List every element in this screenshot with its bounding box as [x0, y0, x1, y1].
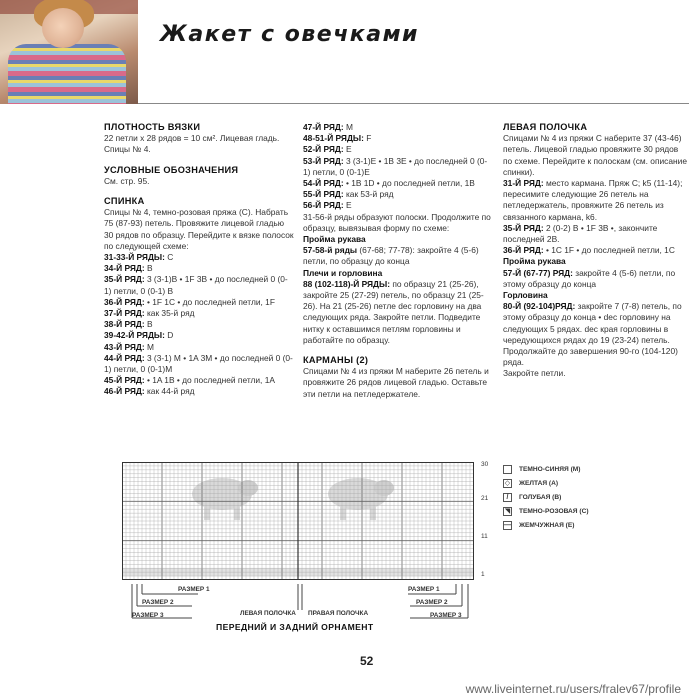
back-rows: [104, 252, 294, 398]
row-instruction: 34-Й РЯД: B: [104, 263, 153, 274]
row-instruction: 36-Й РЯД: • 1C 1F • до последней петли, 1C: [503, 245, 675, 256]
symbols-text: См. стр. 95.: [104, 175, 150, 186]
size-label: РАЗМЕР 1: [178, 586, 210, 593]
row-instruction: 35-Й РЯД: 2 (0-2) B • 1F 3B •, закончите последней 2B.: [503, 222, 658, 245]
legend-item: [503, 490, 589, 504]
watermark-url: www.liveinternet.ru/users/fralev67/profile: [465, 682, 681, 696]
back-text: Спицы № 4, темно-розовая пряжа (С). Набрать 75 (87-93) петель. Провяжите лицевой гладью 30 рядов по образцу. Перейдите к вязке полосок по следующей схеме:: [104, 207, 294, 251]
page-number: 52: [360, 654, 374, 668]
symbols-heading: УСЛОВНЫЕ ОБОЗНАЧЕНИЯ: [104, 164, 239, 175]
left-front-heading: ЛЕВАЯ ПОЛОЧКА: [503, 122, 588, 132]
knitting-chart: [122, 462, 474, 580]
left-front-intro: Спицами № 4 из пряжи С наберите 37 (43-46) петель. Лицевой гладью провяжите 30 рядов по схеме. Перейдите к полоскам (см. описание спинки).: [503, 133, 687, 177]
row-instruction: 38-Й РЯД: B: [104, 319, 153, 330]
closing-text: Закройте петли.: [503, 368, 566, 379]
page-title: Жакет с овечками: [160, 22, 419, 47]
stripes-note: 31-56-й ряды образуют полоски. Продолжите по образцу, вывязывая форму по схеме:: [303, 211, 491, 233]
legend-label: ЖЕМЧУЖНАЯ (E): [519, 522, 575, 530]
size-label: РАЗМЕР 2: [416, 599, 448, 606]
y-tick-label: 1: [481, 571, 485, 578]
size-markers: [120, 584, 480, 626]
photo-face: [42, 8, 84, 48]
row-instruction: 44-Й РЯД: 3 (3-1) M • 1A 3M • до последней 0 (0-1) петли, 0 (0-1)M: [104, 352, 293, 375]
back-heading: СПИНКА: [104, 196, 145, 207]
legend-swatch-icon: —: [504, 522, 511, 530]
armhole-heading: Пройма рукава: [503, 256, 566, 267]
legend-item: [503, 462, 589, 476]
armhole-instruction: 57-Й (67-77) РЯД: закройте 4 (5-6) петли, по этому образцу до конца: [503, 267, 676, 289]
row-instruction: 47-Й РЯД: M: [303, 122, 353, 132]
pockets-heading: КАРМАНЫ (2): [303, 355, 369, 366]
chart-grid: [122, 462, 474, 580]
shoulders-instruction: 88 (102-118)-Й РЯДЫ: по образцу 21 (25-26), закройте 25 (27-29) петель, по образцу 21 (25-26). На 21 (25-26) петле dec горловину на два следующих ряда. Закройте петли. Подведите нитку к оставшимся петлям горловины и работайте по образцу.: [303, 278, 484, 345]
legend-label: ГОЛУБАЯ (B): [519, 493, 562, 501]
legend-swatch-icon: ◇: [504, 479, 511, 487]
legend-item: [503, 476, 589, 490]
legend-swatch-icon: ◥: [504, 508, 511, 516]
row-instruction: 31-Й РЯД: место кармана. Пряж С; k5 (11-14); пересимите следующие 26 петель на петледержатель, провяжите 26 петель из связанного кармана, k6.: [503, 178, 683, 222]
row-instruction: 53-Й РЯД: 3 (3-1)E • 1B 3E • до последней 0 (0-1) петли, 0 (0-1)E: [303, 155, 488, 177]
gauge-heading: ПЛОТНОСТЬ ВЯЗКИ: [104, 122, 201, 132]
row-instruction: 48-51-Й РЯДЫ: F: [303, 133, 372, 144]
row-instruction: 43-Й РЯД: M: [104, 341, 154, 352]
row-instruction: 52-Й РЯД: E: [303, 144, 352, 155]
row-instruction: 56-Й РЯД: E: [303, 200, 352, 211]
row-instruction: 37-Й РЯД: как 35-й ряд: [104, 308, 195, 319]
row-instruction: 45-Й РЯД: • 1A 1B • до последней петли, 1A: [104, 375, 275, 386]
legend-label: ТЕМНО-СИНЯЯ (M): [519, 465, 581, 473]
legend-swatch-icon: /: [503, 493, 512, 502]
row-instruction: 54-Й РЯД: • 1B 1D • до последней петли, 1B: [303, 178, 475, 189]
y-tick-label: 30: [481, 461, 489, 468]
legend-label: ТЕМНО-РОЗОВАЯ (C): [519, 508, 589, 516]
size-label: РАЗМЕР 2: [142, 599, 174, 606]
column-middle: [303, 122, 493, 400]
shoulders-heading: Плечи и горловина: [303, 267, 383, 278]
size-label: РАЗМЕР 3: [132, 612, 164, 619]
row-instruction: 36-Й РЯД: • 1F 1C • до последней петли, 1F: [104, 296, 275, 307]
column-right: [503, 122, 687, 380]
y-tick-label: 21: [481, 495, 489, 502]
legend-item: [503, 519, 589, 533]
size-label: РАЗМЕР 3: [430, 612, 462, 619]
size-label: РАЗМЕР 1: [408, 586, 440, 593]
size-label: ПРАВАЯ ПОЛОЧКА: [308, 610, 369, 617]
armhole-heading: Пройма рукава: [303, 234, 366, 245]
pockets-text: Спицами № 4 из пряжи M наберите 26 петель и провяжите 26 рядов лицевой гладью. Оставьте эти петли на петледержателе.: [303, 366, 489, 399]
legend-label: ЖЕЛТАЯ (A): [519, 479, 559, 487]
chart-caption: ПЕРЕДНИЙ И ЗАДНИЙ ОРНАМЕНТ: [216, 622, 374, 632]
armhole-instruction: 57-58-й ряды (67-68; 77-78): закройте 4 (5-6) петли, по образцу до конца: [303, 245, 479, 267]
chart-legend: [503, 462, 589, 533]
size-label: ЛЕВАЯ ПОЛОЧКА: [240, 610, 296, 617]
row-instruction: 46-Й РЯД: как 44-й ряд: [104, 386, 195, 397]
row-instruction: 31-33-Й РЯДЫ: C: [104, 252, 174, 263]
photo-sweater: [8, 44, 126, 104]
header-divider: [138, 103, 689, 104]
row-instruction: 35-Й РЯД: 3 (3-1)B • 1F 3B • до последней 0 (0-1) петли, 0 (0-1) B: [104, 274, 288, 296]
neck-instruction: 80-Й (92-104)РЯД: закройте 7 (7-8) петель, по этому образцу до конца • dec горловину на следующих 5 рядах. dec края горловины в чередующихся рядах до 19 (23-24) петель. Продолжайте до завершения 90-го (104-120) ряда.: [503, 301, 682, 368]
row-instruction: 55-Й РЯД: как 53-й ряд: [303, 189, 394, 200]
column-left: [104, 122, 294, 398]
child-photo: [0, 0, 138, 104]
legend-swatch-icon: [503, 465, 512, 474]
y-tick-label: 11: [481, 533, 488, 540]
legend-item: [503, 505, 589, 519]
row-instruction: 39-42-Й РЯДЫ: D: [104, 330, 174, 341]
neck-heading: Горловина: [503, 290, 548, 301]
gauge-text: 22 петли х 28 рядов = 10 см². Лицевая гладь. Спицы № 4.: [104, 133, 280, 155]
